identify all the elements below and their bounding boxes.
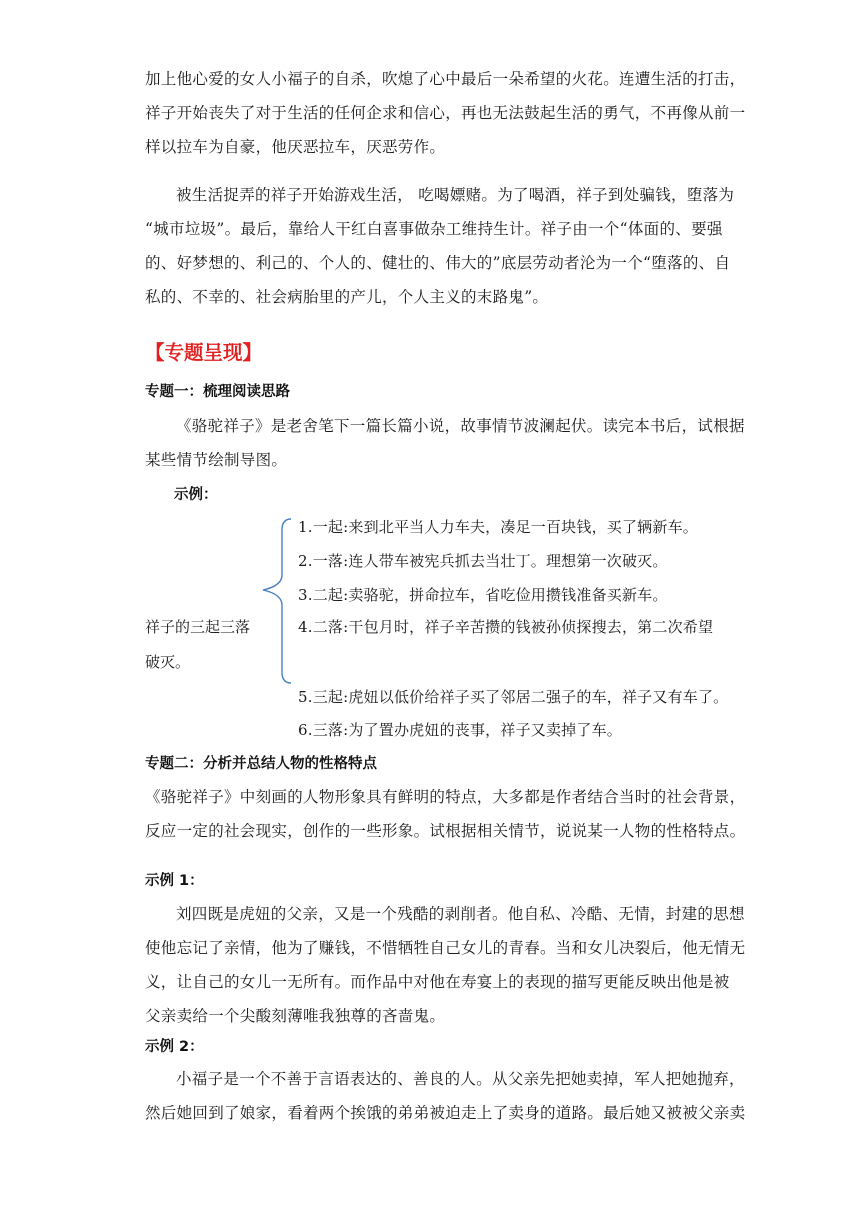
example1-label: 示例 1： <box>145 873 204 889</box>
topic2-body <box>145 780 746 848</box>
text-line: 某些情节绘制导图。 <box>145 451 288 469</box>
intro-paragraph-1 <box>145 62 746 164</box>
example2-label: 示例 2： <box>145 1039 204 1055</box>
mindmap-item-3: 3.二起:卖骆驼，拼命拉车，省吃俭用攒钱准备买新车。 <box>298 586 668 604</box>
section-heading: 【专题呈现】 <box>145 341 263 364</box>
text-line: “城市垃圾”。最后，靠给人干红白喜事做杂工维持生计。祥子由一个“体面的、要强 <box>145 220 723 238</box>
topic1-body <box>145 409 745 477</box>
brace-icon <box>255 516 295 686</box>
text-line: 祥子开始丧失了对于生活的任何企求和信心，再也无法鼓起生活的勇气，不再像从前一 <box>145 104 746 122</box>
example1-body <box>145 897 746 1033</box>
mindmap-item-4-continued: 破灭。 <box>145 653 191 671</box>
text-line: 使他忘记了亲情，他为了赚钱，不惜牺牲自己女儿的青春。当和女儿决裂后，他无情无 <box>145 939 746 957</box>
text-line: 《骆驼祥子》中刻画的人物形象具有鲜明的特点，大多都是作者结合当时的社会背景， <box>145 788 746 806</box>
text-line: 《骆驼祥子》是老舍笔下一篇长篇小说，故事情节波澜起伏。读完本书后，试根据 <box>176 417 745 435</box>
mindmap-item-6: 6.三落:为了置办虎妞的丧事，祥子又卖掉了车。 <box>298 721 622 739</box>
text-line: 刘四既是虎妞的父亲，又是一个残酷的剥削者。他自私、冷酷、无情，封建的思想 <box>176 905 745 923</box>
text-line: 义，让自己的女儿一无所有。而作品中对他在寿宴上的表现的描写更能反映出他是被 <box>145 973 730 991</box>
text-line: 然后她回到了娘家，看着两个挨饿的弟弟被迫走上了卖身的道路。最后她又被被父亲卖 <box>145 1104 746 1122</box>
text-line: 小福子是一个不善于言语表达的、善良的人。从父亲先把她卖掉，军人把她抛弃， <box>176 1070 745 1088</box>
intro-paragraph-2 <box>145 178 735 314</box>
topic1-title: 专题一：梳理阅读思路 <box>145 384 290 400</box>
text-line: 父亲卖给一个尖酸刻薄唯我独尊的吝啬鬼。 <box>145 1007 446 1025</box>
mindmap-item-4: 4.二落:干包月时，祥子辛苦攒的钱被孙侦探搜去，第二次希望 <box>298 618 714 636</box>
topic2-title: 专题二：分析并总结人物的性格特点 <box>145 756 377 772</box>
text-line: 的、好梦想的、利己的、个人的、健壮的、伟大的”底层劳动者沦为一个“堕落的、自 <box>145 254 731 272</box>
mindmap-item-1: 1.一起:来到北平当人力车夫，凑足一百块钱，买了辆新车。 <box>298 518 698 536</box>
example2-body <box>145 1062 746 1130</box>
text-line: 被生活捉弄的祥子开始游戏生活， 吃喝嫖赌。为了喝酒，祥子到处骗钱，堕落为 <box>176 186 735 204</box>
mindmap-root: 祥子的三起三落 <box>145 618 251 636</box>
text-line: 反应一定的社会现实，创作的一些形象。试根据相关情节，说说某一人物的性格特点。 <box>145 822 746 840</box>
mindmap-item-2: 2.一落:连人带车被宪兵抓去当壮丁。理想第一次破灭。 <box>298 552 668 570</box>
text-line: 加上他心爱的女人小福子的自杀，吹熄了心中最后一朵希望的火花。连遭生活的打击， <box>145 70 746 88</box>
text-line: 私的、不幸的、社会病胎里的产儿，个人主义的末路鬼”。 <box>145 288 549 306</box>
example-label: 示例： <box>174 487 218 503</box>
mindmap-item-5: 5.三起:虎妞以低价给祥子买了邻居二强子的车，祥子又有车了。 <box>298 688 729 706</box>
text-line: 样以拉车为自豪，他厌恶拉车，厌恶劳作。 <box>145 138 446 156</box>
